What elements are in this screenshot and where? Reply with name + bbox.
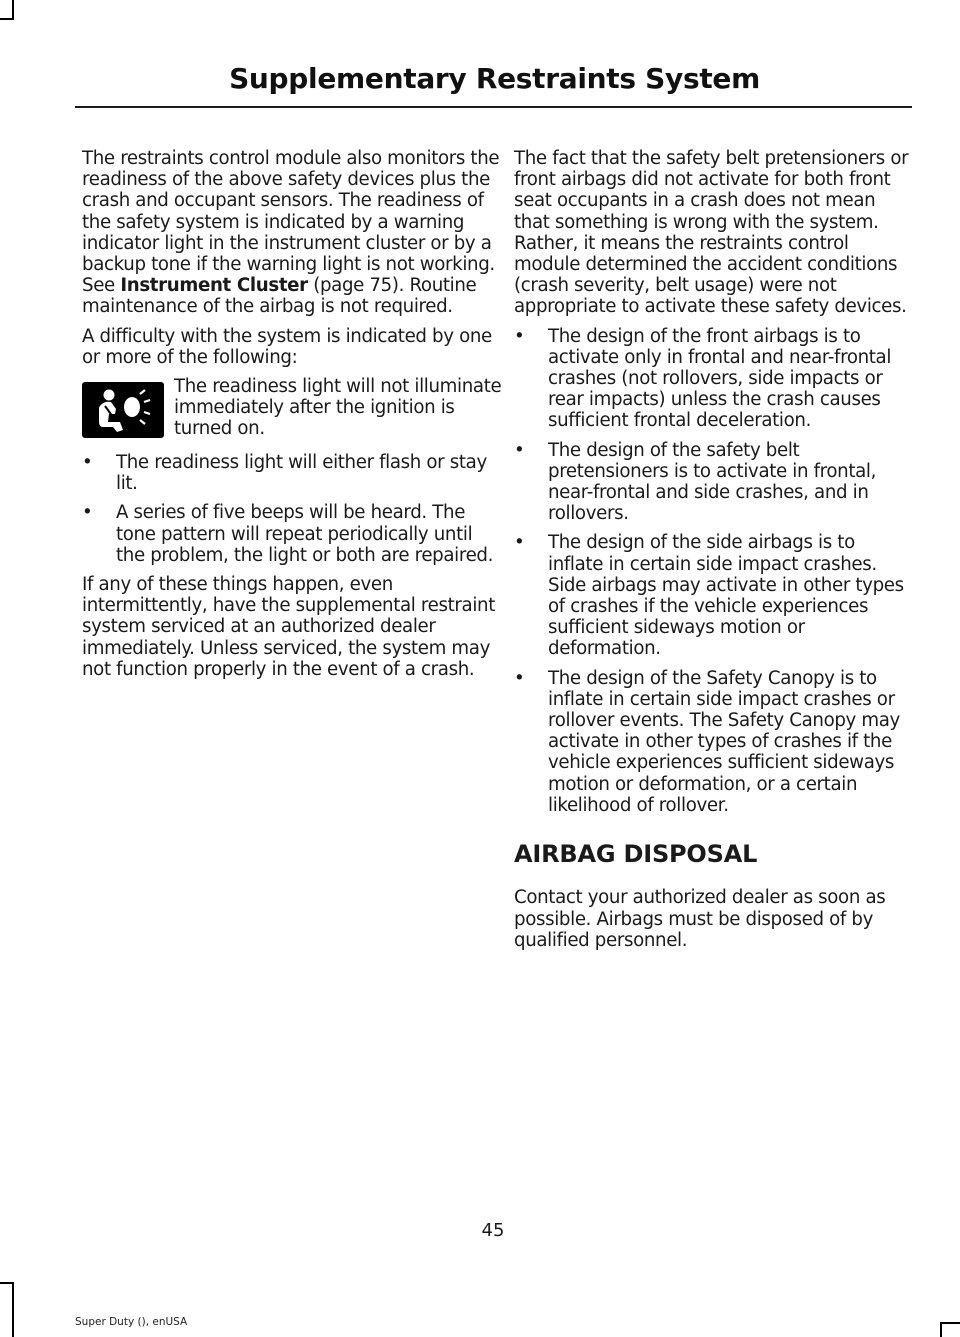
bullet-glyph: • bbox=[82, 502, 93, 524]
list-item: • The readiness light will either flash or stay lit. bbox=[82, 452, 487, 495]
list-item: • The design of the side airbags is to inflate in certain side impact crashes. Side airbags may activate in other types of crashes if the vehicle experiences sufficient sideways motion or deformation. bbox=[514, 532, 904, 660]
crop-mark-bottom-left-h bbox=[0, 1282, 14, 1284]
bullet-glyph: • bbox=[514, 667, 525, 689]
crop-mark-top-left-h bbox=[0, 18, 14, 20]
crop-mark-bottom-right-v bbox=[940, 1322, 942, 1337]
crop-mark-top-left-v bbox=[12, 0, 14, 18]
instrument-cluster-link[interactable]: Instrument Cluster bbox=[120, 275, 308, 297]
crop-mark-bottom-right-h bbox=[940, 1322, 960, 1324]
page-title: Supplementary Restraints System bbox=[229, 62, 760, 95]
paragraph-restraints-module: The restraints control module also monitors the readiness of the above safety devices plus the crash and occupant sensors. The readiness of the safety system is indicated by a warning indicator light in the instrument cluster or by a backup tone if the warning light is not working. See Instrument Cluster (page 75). Routine maintenance of the airbag is not required. bbox=[82, 148, 500, 318]
bullet-glyph: • bbox=[514, 325, 525, 347]
paragraph-difficulty: A difficulty with the system is indicated by one or more of the following: bbox=[82, 325, 492, 368]
paragraph-service: If any of these things happen, even intermittently, have the supplemental restraint system serviced at an authorized dealer immediately. Unless serviced, the system may not function properly in the event of a crash. bbox=[82, 574, 495, 680]
paragraph-pretensioners: The fact that the safety belt pretensioners or front airbags did not activate for both front seat occupants in a crash does not mean that something is wrong with the system. Rather, it means the restraints control module determined the accident conditions (crash severity, belt usage) were not appropriate to activate these safety devices. bbox=[514, 148, 909, 318]
list-item: • A series of five beeps will be heard. The tone pattern will repeat periodically until the problem, the light or both are repaired. bbox=[82, 502, 494, 566]
list-item: • The design of the Safety Canopy is to inflate in certain side impact crashes or rollover events. The Safety Canopy may activate in other types of crashes if the vehicle experiences sufficient sideways motion or deformation, or a certain likelihood of rollover. bbox=[514, 667, 900, 816]
left-column bbox=[82, 148, 506, 688]
airbag-warning-icon bbox=[82, 382, 164, 438]
right-column bbox=[514, 148, 910, 959]
bullet-glyph: • bbox=[514, 532, 525, 554]
header-rule bbox=[75, 106, 912, 108]
list-item: • The design of the front airbags is to activate only in frontal and near-frontal crashes (not rollovers, side impacts or rear impacts) unless the crash causes sufficient frontal deceleration. bbox=[514, 325, 892, 432]
list-item: • The design of the safety belt pretensioners is to activate in frontal, near-frontal and side crashes, and in rollovers. bbox=[514, 439, 877, 525]
warning-light-text: The readiness light will not illuminate immediately after the ignition is turned on. bbox=[174, 376, 502, 440]
bullet-glyph: • bbox=[82, 452, 93, 474]
crop-mark-bottom-left-v bbox=[12, 1282, 14, 1337]
warning-light-row bbox=[82, 376, 506, 440]
bullet-glyph: • bbox=[514, 439, 525, 461]
page-number: 45 bbox=[481, 1220, 505, 1241]
paragraph-disposal: Contact your authorized dealer as soon as possible. Airbags must be disposed of by qualified personnel. bbox=[514, 887, 886, 951]
footer-text: Super Duty (), enUSA bbox=[75, 1316, 188, 1328]
section-title-airbag-disposal: AIRBAG DISPOSAL bbox=[514, 840, 758, 869]
